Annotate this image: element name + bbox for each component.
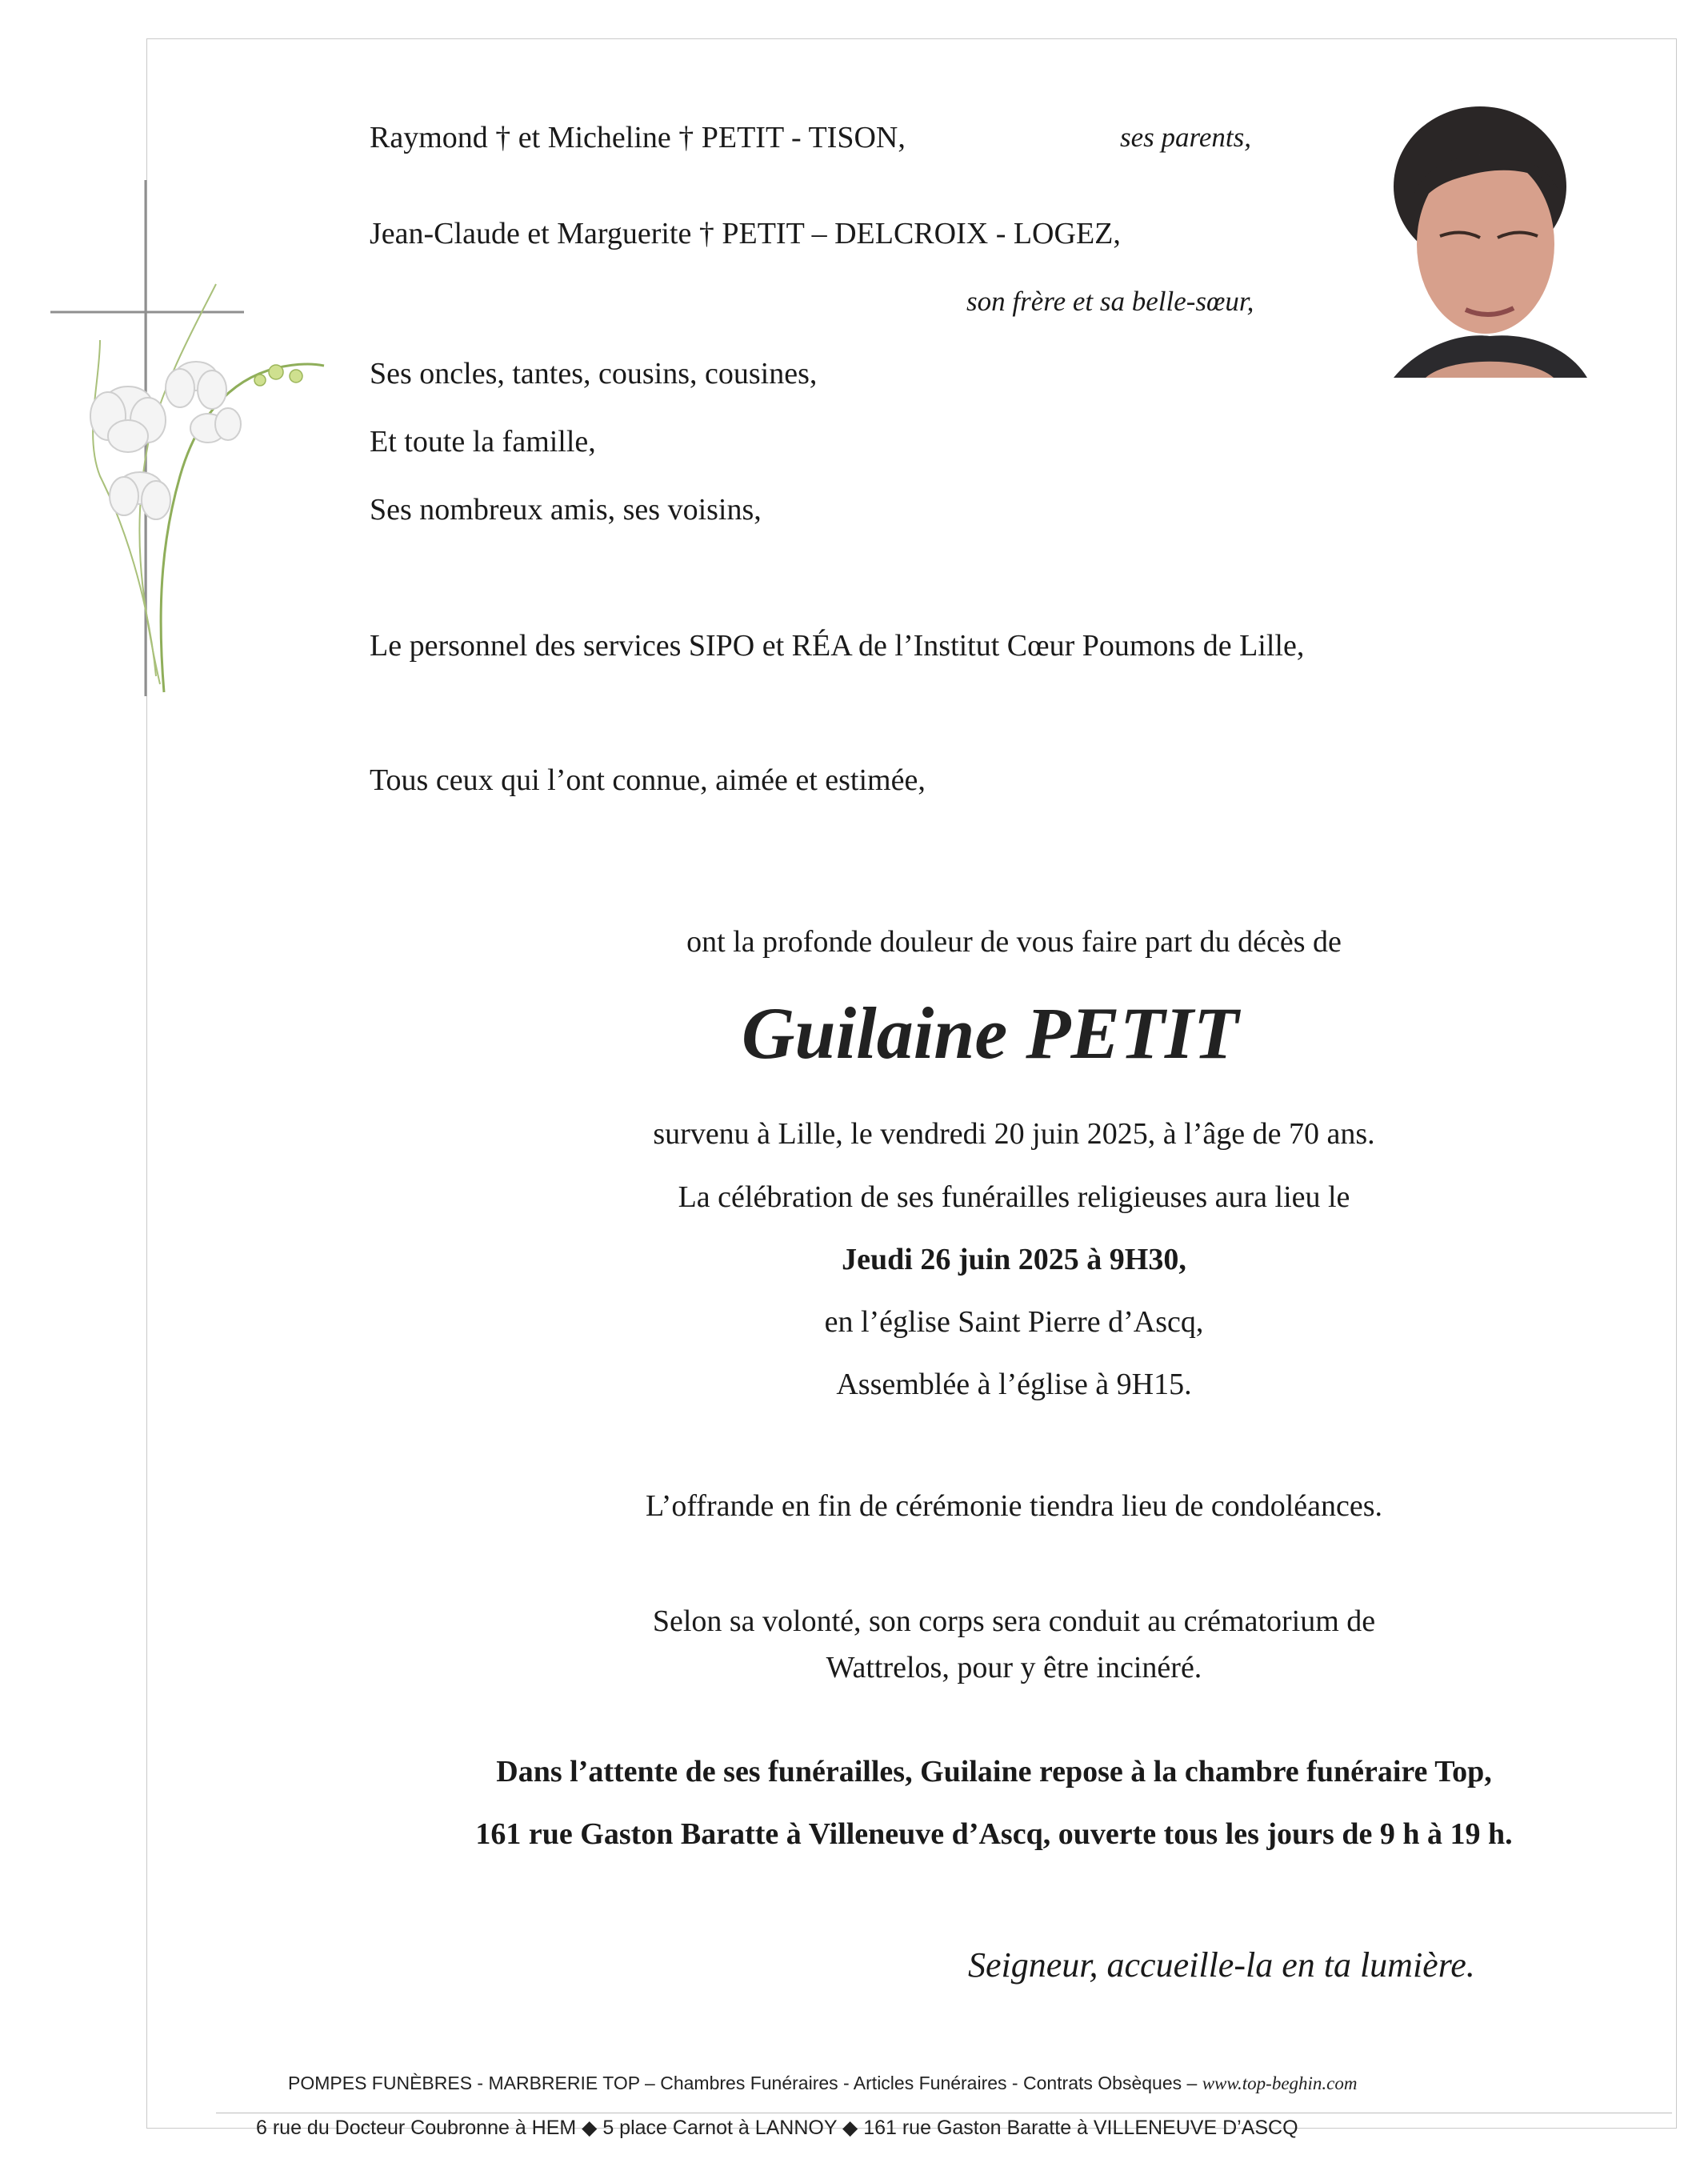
assembly-time: Assemblée à l’église à 9H15. <box>836 1368 1192 1401</box>
rest-line-1: Dans l’attente de ses funérailles, Guilaine repose à la chambre funéraire Top, <box>496 1755 1492 1788</box>
closing-prayer: Seigneur, accueille-la en ta lumière. <box>968 1945 1475 1985</box>
footer-services <box>288 2073 1358 2094</box>
footer-services-text: POMPES FUNÈBRES - MARBRERIE TOP – Chambres Funéraires - Articles Funéraires - Contrats Obsèques – <box>288 2073 1198 2093</box>
cross-orchid-icon <box>44 180 332 700</box>
brother-role: son frère et sa belle-sœur, <box>966 286 1254 317</box>
cremation-line-1: Selon sa volonté, son corps sera conduit au crématorium de <box>652 1604 1376 1638</box>
footer-website[interactable]: www.top-beghin.com <box>1202 2073 1358 2093</box>
announcement-intro: ont la profonde douleur de vous faire part du décès de <box>686 925 1342 959</box>
footer-addresses: 6 rue du Docteur Coubronne à HEM ◆ 5 place Carnot à LANNOY ◆ 161 rue Gaston Baratte à VILLENEUVE D’ASCQ <box>256 2117 1298 2139</box>
staff-line: Le personnel des services SIPO et RÉA de l’Institut Cœur Poumons de Lille, <box>370 629 1305 663</box>
portrait-photo <box>1370 92 1598 378</box>
celebration-place: en l’église Saint Pierre d’Ascq, <box>824 1305 1204 1339</box>
relatives-line-2: Et toute la famille, <box>370 425 596 459</box>
relatives-line-3: Ses nombreux amis, ses voisins, <box>370 493 762 527</box>
rest-line-2: 161 rue Gaston Baratte à Villeneuve d’Ascq, ouverte tous les jours de 9 h à 19 h. <box>475 1817 1513 1851</box>
parents-names: Raymond † et Micheline † PETIT - TISON, <box>370 121 906 154</box>
celebration-date: Jeudi 26 juin 2025 à 9H30, <box>842 1243 1186 1276</box>
deceased-name: Guilaine PETIT <box>741 992 1239 1074</box>
all-line: Tous ceux qui l’ont connue, aimée et estimée, <box>370 763 926 797</box>
parents-role: ses parents, <box>1120 122 1251 153</box>
death-info: survenu à Lille, le vendredi 20 juin 2025, à l’âge de 70 ans. <box>653 1117 1375 1151</box>
brother-names: Jean-Claude et Marguerite † PETIT – DELCROIX - LOGEZ, <box>370 217 1121 250</box>
relatives-line-1: Ses oncles, tantes, cousins, cousines, <box>370 357 818 391</box>
offering-note: L’offrande en fin de cérémonie tiendra lieu de condoléances. <box>645 1489 1383 1523</box>
celebration-intro: La célébration de ses funérailles religieuses aura lieu le <box>678 1180 1350 1214</box>
cremation-line-2: Wattrelos, pour y être incinéré. <box>826 1651 1202 1684</box>
